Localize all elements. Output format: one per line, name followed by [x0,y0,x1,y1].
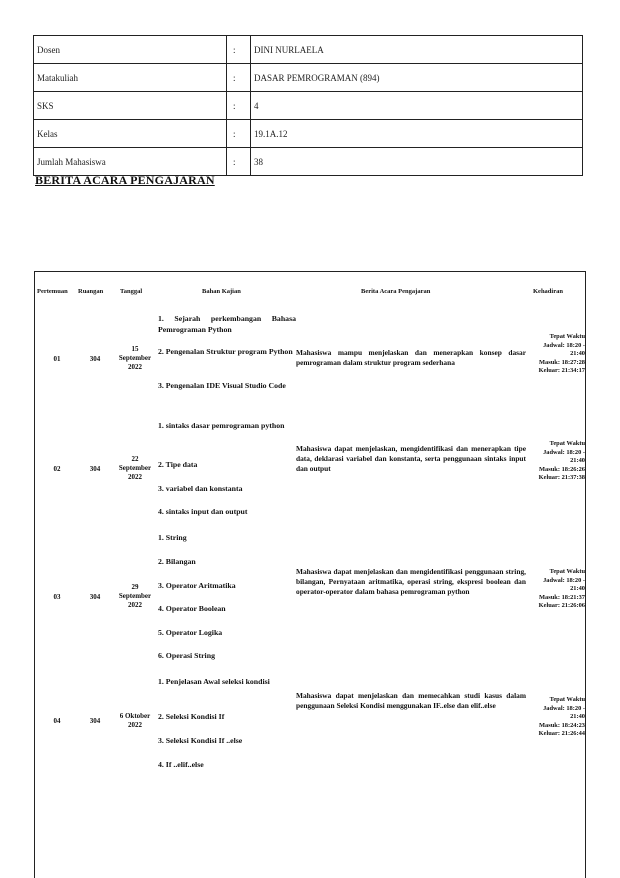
room-number: 304 [89,593,101,601]
attendance-in: Masuk: 18:26:26 [539,465,585,473]
header-ruangan: Ruangan [78,288,104,295]
header-bahan-kajian: Bahan Kajian [202,288,241,295]
topic-item: 3. variabel dan konstanta [158,484,243,493]
room-number: 304 [89,465,101,473]
report-text: Mahasiswa dapat menjelaskan dan memecahkan studi kasus dalam penggunaan Seleksi Kondisi menggunakan IF..else dan elif..else [296,691,526,710]
attendance-out: Keluar: 21:37:38 [538,474,585,482]
page-title: BERITA ACARA PENGAJARAN [35,173,215,187]
teaching-record-table [34,271,586,878]
meeting-number: 01 [53,355,61,363]
date-line: 2022 [128,473,142,481]
meeting-date [110,455,160,482]
info-label: SKS [34,92,227,120]
info-separator: : [227,92,251,120]
header-berita-acara: Berita Acara Pengajaran [361,288,431,295]
report-text: Mahasiswa dapat menjelaskan, mengidentifikasi dan menerapkan tipe data, deklarasi variabel dan konstanta, serta penggunaan sintaks input dan output [296,444,526,473]
meeting-date [110,583,160,610]
info-row-jumlah-mahasiswa [34,148,583,176]
topic-item: 4. If ..elif..else [158,760,204,769]
attendance-status: Tepat Waktu [549,440,585,447]
topic-item: 1. String [158,533,187,542]
info-value: DINI NURLAELA [251,36,583,64]
info-row-dosen [34,36,583,64]
header-kehadiran: Kehadiran [533,288,563,295]
topic-item: 6. Operasi String [158,651,215,660]
attendance-out: Keluar: 21:26:44 [538,730,585,738]
attendance-schedule: Jadwal: 18:20 - [543,448,585,456]
room-number: 304 [89,355,101,363]
attendance-info [521,568,585,611]
attendance-out: Keluar: 21:26:06 [538,602,585,610]
attendance-info [521,696,585,739]
info-value: DASAR PEMROGRAMAN (894) [251,64,583,92]
info-value: 4 [251,92,583,120]
topic-item: 2. Pengenalan Struktur program Python [158,347,293,356]
info-separator: : [227,148,251,176]
attendance-schedule-end: 21:40 [570,585,585,593]
topic-item: 1. Penjelasan Awal seleksi kondisi [158,677,270,686]
attendance-schedule-end: 21:40 [570,457,585,465]
date-line: 2022 [128,601,142,609]
topic-item: 5. Operator Logika [158,628,223,637]
topic-item: 4. sintaks input dan output [158,507,248,516]
attendance-in: Masuk: 18:24:23 [539,721,585,729]
date-line: September [118,354,152,362]
info-value: 19.1A.12 [251,120,583,148]
attendance-schedule-end: 21:40 [570,713,585,721]
topic-item: 3. Seleksi Kondisi If ..else [158,736,243,745]
info-separator: : [227,64,251,92]
meeting-date [110,345,160,372]
attendance-status: Tepat Waktu [549,696,585,703]
meeting-date [107,712,163,730]
meeting-number: 04 [53,717,61,725]
date-line: September [118,592,152,600]
attendance-out: Keluar: 21:34:17 [538,367,585,375]
attendance-in: Masuk: 18:27:28 [539,358,585,366]
topic-item: 2. Tipe data [158,460,198,469]
date-line: 2022 [128,363,142,371]
attendance-in: Masuk: 18:21:37 [539,593,585,601]
attendance-status: Tepat Waktu [549,568,585,575]
attendance-schedule: Jadwal: 18:20 - [543,704,585,712]
info-label: Kelas [34,120,227,148]
date-line: 29 [131,583,139,591]
meeting-number: 03 [53,593,61,601]
topic-item: 3. Operator Aritmatika [158,581,236,590]
topic-item: 1. sintaks dasar pemrograman python [158,421,285,430]
topic-item: 4. Operator Boolean [158,604,226,613]
header-tanggal: Tanggal [120,288,143,295]
meeting-number: 02 [53,465,61,473]
info-table [33,35,583,176]
date-line: 15 [131,345,139,353]
info-label: Jumlah Mahasiswa [34,148,227,176]
date-line: 2022 [128,721,142,729]
topic-item: 1. Sejarah perkembangan Bahasa Pemrograman Python [158,314,296,334]
topic-item: 3. Pengenalan IDE Visual Studio Code [158,381,286,390]
attendance-status: Tepat Waktu [549,333,585,340]
date-line: 22 [131,455,139,463]
date-line: 6 Oktober [119,712,151,720]
header-pertemuan: Pertemuan [37,288,68,295]
attendance-info [521,333,585,376]
info-row-kelas [34,120,583,148]
attendance-schedule: Jadwal: 18:20 - [543,341,585,349]
info-separator: : [227,120,251,148]
info-label: Dosen [34,36,227,64]
attendance-schedule-end: 21:40 [570,350,585,358]
info-row-sks [34,92,583,120]
info-separator: : [227,36,251,64]
report-text: Mahasiswa mampu menjelaskan dan menerapkan konsep dasar pemrograman dalam struktur program sederhana [296,348,526,367]
attendance-schedule: Jadwal: 18:20 - [543,576,585,584]
topic-item: 2. Bilangan [158,557,196,566]
info-value: 38 [251,148,583,176]
attendance-info [521,440,585,483]
info-row-matakuliah [34,64,583,92]
report-text: Mahasiswa dapat menjelaskan dan mengidentifikasi penggunaan string, bilangan, Pernyataan aritmatika, operasi string, ekspresi boolean dan operator-operator dalam bahasa pemrograman python [296,567,526,596]
info-label: Matakuliah [34,64,227,92]
room-number: 304 [89,717,101,725]
date-line: September [118,464,152,472]
topic-item: 2. Seleksi Kondisi If [158,712,225,721]
